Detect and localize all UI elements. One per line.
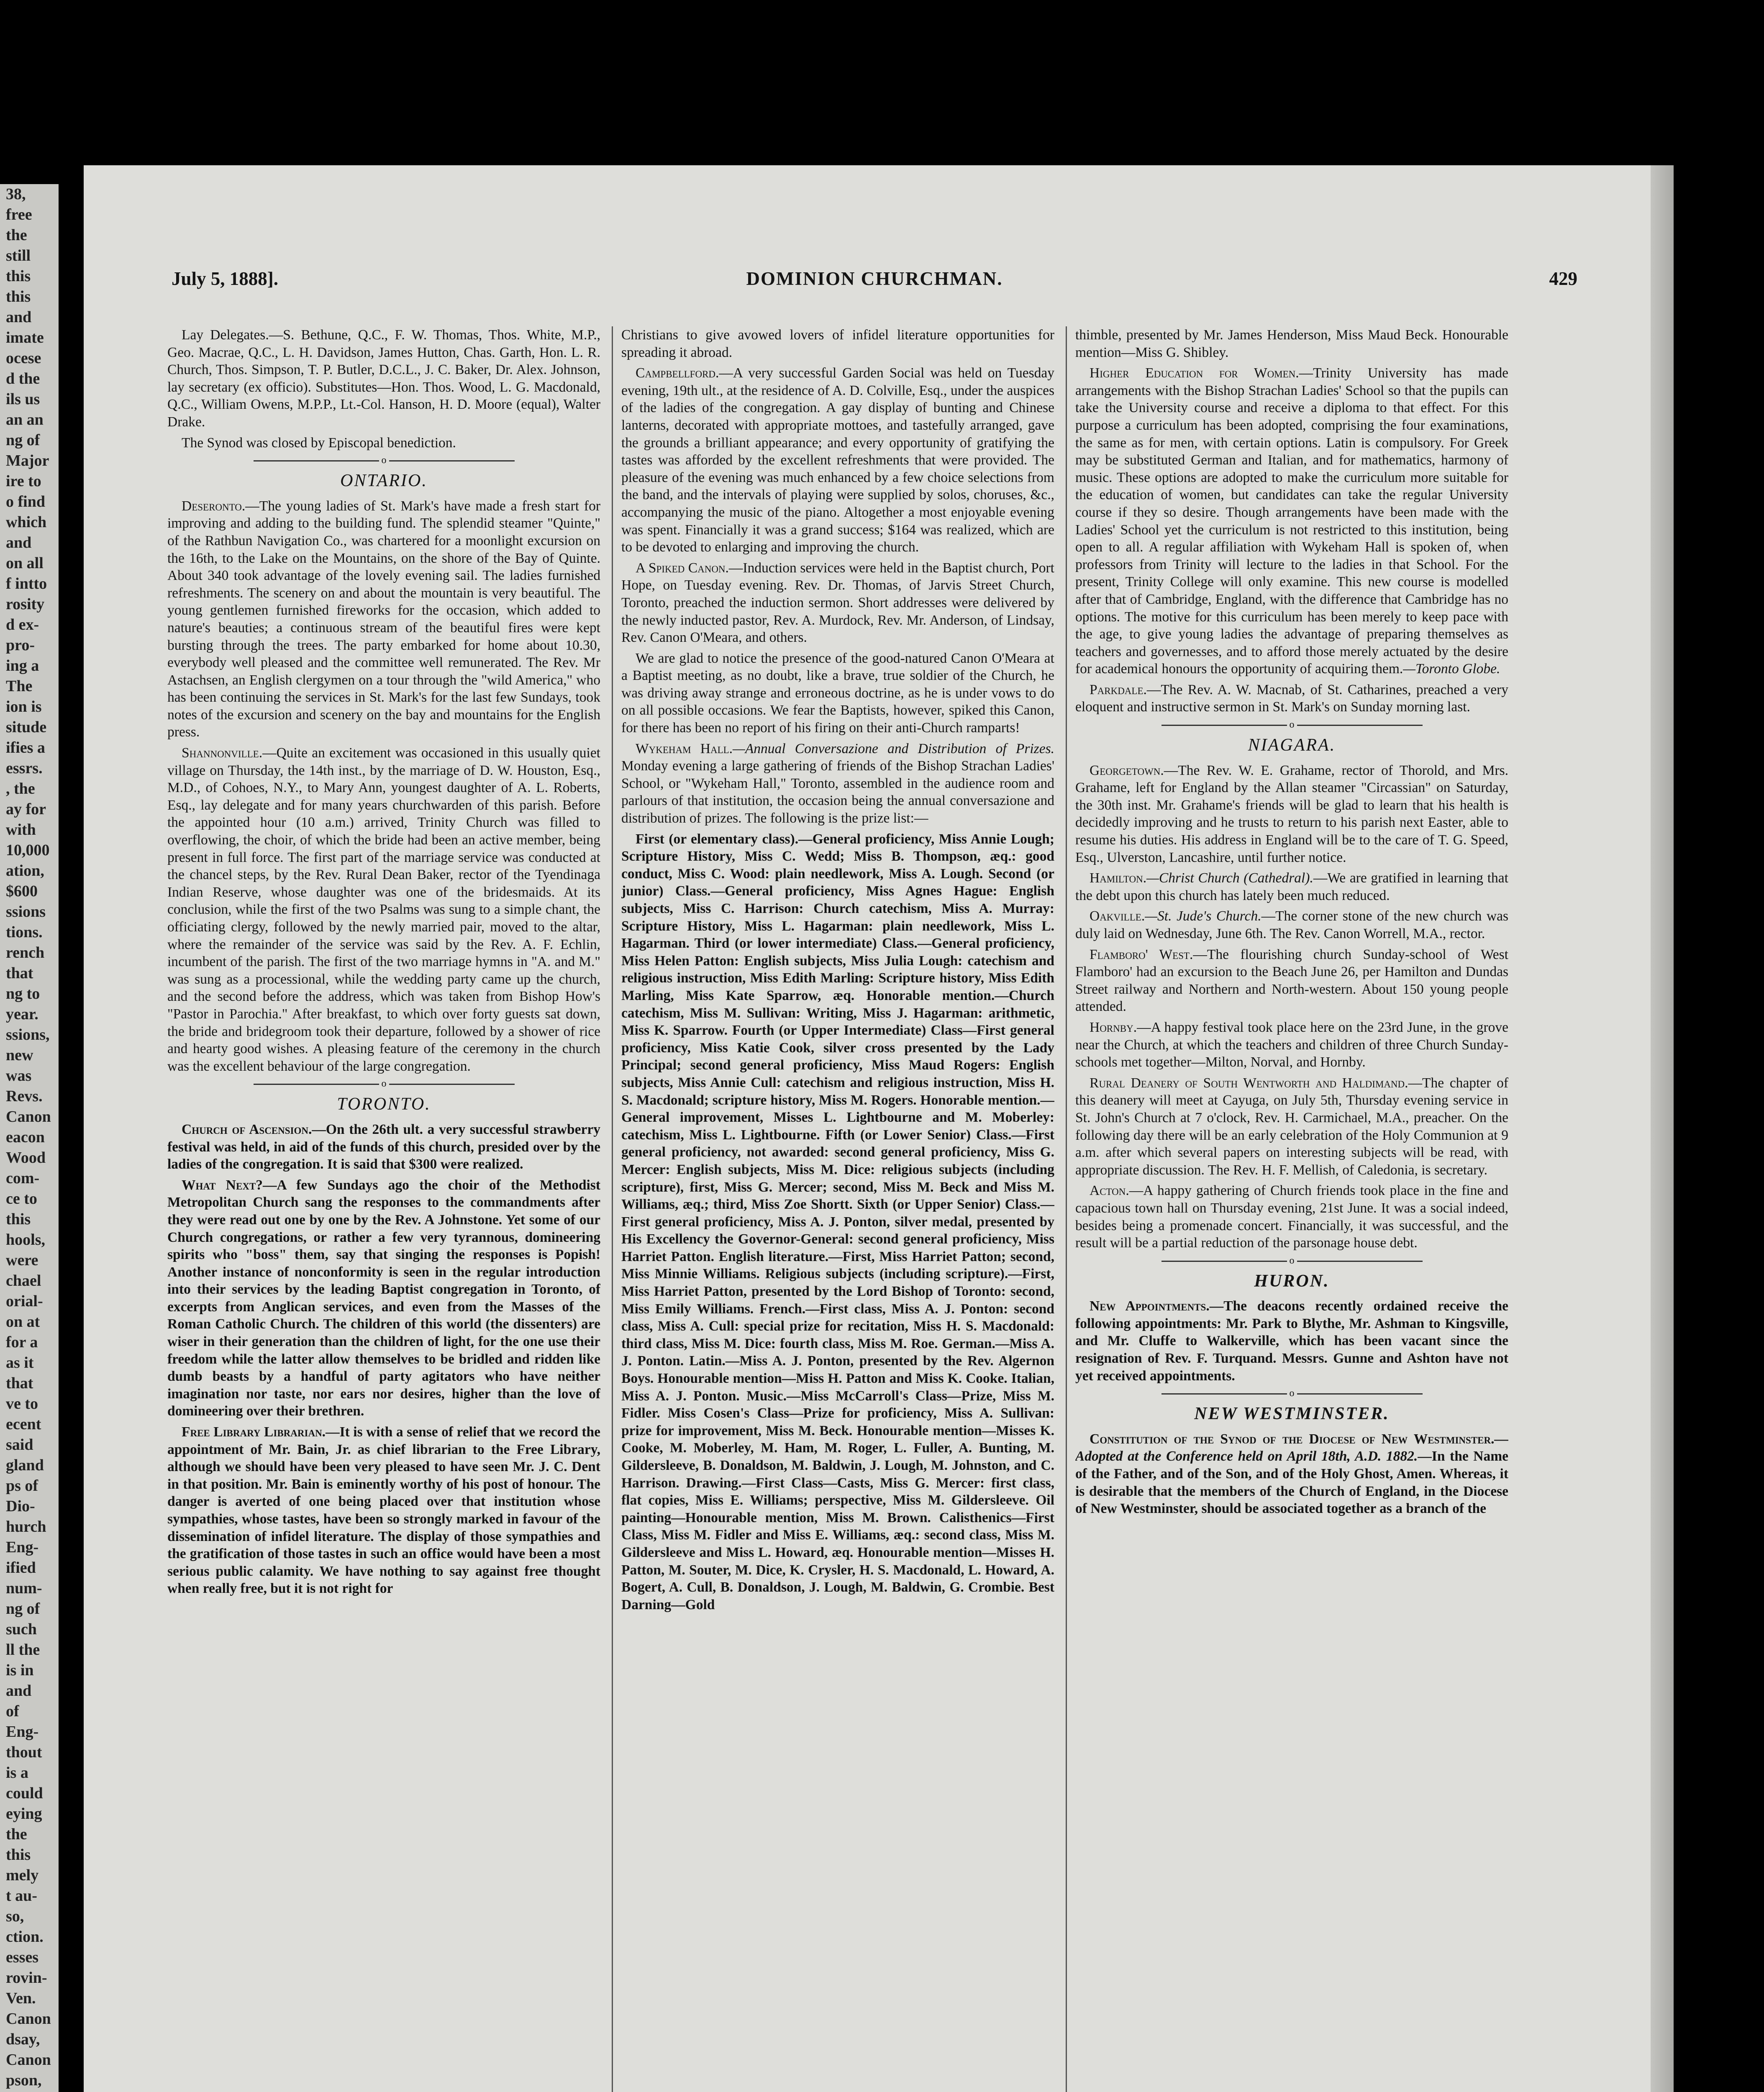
previous-page-edge [0,184,59,2092]
article-campbellford [621,364,1054,556]
article-flamboro [1075,946,1508,1015]
article-higher-education [1075,364,1508,678]
previous-page-fragment: eying [6,1805,42,1823]
previous-page-fragment: still [6,247,31,264]
previous-page-fragment: was [6,1067,32,1084]
article-lead: Shannonville. [182,745,263,761]
previous-page-fragment: this [6,267,31,285]
article-lead: Rural Deanery of South Wentworth and Haldimand. [1090,1075,1408,1091]
previous-page-fragment: Wood [6,1149,46,1166]
article-what-next [167,1177,600,1420]
previous-page-fragment: hurch [6,1518,46,1536]
previous-page-fragment: com- [6,1169,40,1187]
section-divider: o [167,1078,600,1089]
previous-page-fragment: said [6,1436,33,1454]
previous-page-fragment: tions. [6,923,43,941]
page-number: 429 [1549,268,1577,289]
article-source: —Toronto Globe. [1403,661,1500,677]
article-lead: Deseronto. [182,498,246,514]
article-georgetown [1075,762,1508,867]
previous-page-fragment: gland [6,1456,44,1474]
previous-page-fragment: ay for [6,800,46,818]
previous-page-fragment: ction. [6,1928,44,1946]
article-body: —The Rev. A. W. Macnab, of St. Catharines, preached a very eloquent and instructive sermon in St. Mark's on Sunday morning last. [1075,682,1508,715]
previous-page-fragment: , the [6,780,35,797]
previous-page-fragment: esses [6,1948,39,1966]
article-body: —The chapter of this deanery will meet at Cayuga, on July 5th, Thursday evening service in St. John's Church at 7 o'clock, Rev. H. Carmichael, M.A., preacher. On the following day there will be an early celebration of the Holy Communion at 9 a.m. after which several papers on interesting subjects will be read, with appropriate discussion. The Rev. H. F. Mellish, of Caledonia, is secretary. [1075,1075,1508,1178]
previous-page-fragment: rench [6,944,45,961]
article-subtitle: —Adopted at the Conference held on April 18th, A.D. 1882. [1075,1431,1508,1464]
previous-page-fragment: ion is [6,698,42,715]
article-hamilton [1075,869,1508,904]
previous-page-fragment: num- [6,1579,42,1597]
previous-page-fragment: free [6,206,32,223]
article-new-appointments [1075,1297,1508,1384]
page-header [172,268,1577,297]
previous-page-fragment: such [6,1620,37,1638]
article-body: —A happy gathering of Church friends took place in the fine and capacious town hall on Thursday evening, 21st June. It was a social indeed, besides being a promenade concert. Financially, it was successful, and the result will be a partial reduction of the parsonage house debt. [1075,1183,1508,1251]
previous-page-fragment: Dio- [6,1497,35,1515]
previous-page-fragment: an an [6,411,44,428]
previous-page-fragment: thout [6,1743,42,1761]
previous-page-fragment: which [6,513,47,531]
article-body: —The corner stone of the new church was duly laid on Wednesday, June 6th. The Rev. Canon Worrell, M.A., rector. [1075,908,1508,941]
article-spiked-canon [621,559,1054,646]
masthead: DOMINION CHURCHMAN. [746,268,1003,289]
article-lead: Campbellford. [636,365,719,381]
article-lead: Hornby. [1090,1019,1137,1035]
synod-closing: The Synod was closed by Episcopal benediction. [182,435,456,451]
article-body: —A happy festival took place here on the 23rd June, in the grove near the Church, at which the teachers and children of three Church Sunday-schools met together—Milton, Norval, and Hornby. [1075,1019,1508,1070]
article-deseronto [167,497,600,741]
previous-page-fragment: ils us [6,390,40,408]
previous-page-fragment: 10,000 [6,841,50,859]
previous-page-fragments [0,184,59,2092]
page-spine-shadow [1651,165,1674,2092]
heading-new-westminster: NEW WESTMINSTER. [1194,1404,1390,1424]
article-body: —In the Name of the Father, and of the Son, and of the Holy Ghost, Amen. Whereas, it is desirable that the members of the Church of England, in the Diocese of New Westminster, should be associated together as a branch of the [1075,1449,1508,1517]
article-lead: Parkdale. [1090,682,1147,697]
article-free-library [167,1423,600,1597]
previous-page-fragment: situde [6,718,47,736]
article-hornby [1075,1019,1508,1071]
article-body: —We are gratified in learning that the debt upon this church has lately been much reduced. [1075,870,1508,903]
article-lead: A Spiked Canon. [636,560,729,576]
previous-page-fragment: Ven. [6,1989,36,2007]
article-body: —A very successful Garden Social was held on Tuesday evening, 19th ult., at the residence of A. D. Colville, Esq., under the auspices of the ladies of the congregation. A gay display of bunting and Chinese lanterns, decorated with appropriate mottoes, and tastefully arranged, gave the grounds a brilliant appearance; and every opportunity of gratifying the tastes was afforded by the excellent refreshments that were provided. The pleasure of the evening was much enhanced by a few choice selections from the band, and the intervals of playing were supplied by solos, choruses, &c., accompanying the music of the piano. Altogether a most enjoyable evening was spent. Financially it was a grand success; $164 was realized, which are to be devoted to enlarging and improving the church. [621,365,1054,555]
previous-page-fragment: rovin- [6,1969,47,1987]
previous-page-fragment: year. [6,1005,38,1023]
previous-page-fragment: could [6,1784,43,1802]
previous-page-fragment: Eng- [6,1538,39,1556]
previous-page-fragment: ve to [6,1395,38,1413]
previous-page-fragment: on at [6,1313,40,1331]
previous-page-fragment: The [6,677,33,695]
previous-page-fragment: chael [6,1272,41,1290]
column-rule [612,326,613,2092]
issue-date: July 5, 1888]. [172,268,279,289]
previous-page-fragment: rosity [6,595,45,613]
previous-page-fragment: pro- [6,636,35,654]
article-ascension [167,1121,600,1173]
article-lead: Constitution of the Synod of the Diocese of New Westminster. [1090,1431,1495,1447]
previous-page-fragment: Canon [6,2010,51,2028]
previous-page-fragment: dsay, [6,2030,40,2048]
article-lead: Acton. [1090,1183,1129,1199]
previous-page-fragment: so, [6,1907,24,1925]
previous-page-fragment: 38, [6,185,26,203]
previous-page-fragment: hools, [6,1231,45,1249]
article-spiked-canon-2: We are glad to notice the presence of the good-natured Canon O'Meara at a Baptist meeting, as no doubt, like a brave, true soldier of the Church, he was driving away strange and erroneous doctrine, as he is under vows to do on all possible occasions. We fear the Baptists, however, spiked this Canon, for there has been no report of his firing on their anti-Church ramparts! [621,650,1054,736]
article-body: —A few Sundays ago the choir of the Methodist Metropolitan Church sang the responses to the commandments after they were read out one by one by the Rev. A Johnstone. Yet some of our Church congregations, or rather a few very tyrannous, domineering spirits who "boss" them, say that singing the responses is Popish! Another instance of nonconformity is seen in the regular introduction into their services by the leading Baptist congregation in Toronto, of excerpts from Anglican services, and even from the Masses of the Roman Catholic Church. The children of this world (the dissenters) are wiser in their generation than the children of light, for the one use their freedom while the latter allow themselves to be bridled and ridden like dumb beasts by a handful of party agitators who have neither imagination nor taste, nor ears nor desires, higher than the love of domineering over their brethren. [167,1177,600,1419]
previous-page-fragment: ng of [6,1600,40,1618]
section-divider: o [1075,719,1508,730]
article-parkdale [1075,681,1508,716]
previous-page-fragment: ocese [6,349,41,367]
article-body: —The deacons recently ordained receive the following appointments: Mr. Park to Blythe, Mr. Ashman to Kingsville, and Mr. Cluffe to Walkerville, which has been vacant since the resignation of Rev. F. Turquand. Messrs. Gunne and Ashton have not yet received appointments. [1075,1298,1508,1384]
previous-page-fragment: is a [6,1764,28,1782]
previous-page-fragment: Revs. [6,1087,43,1105]
previous-page-fragment: of [6,1702,19,1720]
previous-page-fragment: mely [6,1866,39,1884]
previous-page-fragment: eacon [6,1128,45,1146]
previous-page-fragment: pson, [6,2071,42,2089]
previous-page-fragment: ssions [6,903,46,920]
previous-page-fragment: the [6,226,27,244]
previous-page-fragment: orial- [6,1292,43,1310]
previous-page-fragment: ire to [6,472,41,490]
previous-page-fragment: ified [6,1559,36,1577]
article-subtitle: —Annual Conversazione and Distribution of Prizes. [733,741,1054,756]
previous-page-fragment: ssions, [6,1026,50,1043]
article-lead: Oakville. [1090,908,1145,924]
article-body: —Induction services were held in the Baptist church, Port Hope, on Tuesday evening. Rev. Dr. Thomas, of Jarvis Street Church, Toronto, preached the induction sermon. Short addresses were delivered by the newly inducted pastor, Rev. A. Murdock, Rev. Mr. Anderson, of Lindsay, Rev. Canon O'Meara, and others. [621,560,1054,646]
previous-page-fragment: and [6,308,32,326]
article-body: —The Rev. W. E. Grahame, rector of Thorold, and Mrs. Grahame, left for England by the Allan steamer "Circassian" on Saturday, the 30th inst. Mr. Grahame's friends will be glad to learn that his health is decidedly improving and he trusts to return to his parish next Easter, able to resume his duties. His address in England will be to the care of T. G. Speed, Esq., Ulverston, Lancashire, until further notice. [1075,762,1508,865]
article-lead: What Next? [182,1177,263,1193]
previous-page-fragment: new [6,1046,33,1064]
previous-page-fragment: essrs. [6,759,43,777]
previous-page-fragment: as it [6,1354,34,1372]
previous-page-fragment: on all [6,554,44,572]
previous-page-fragment: and [6,534,32,551]
previous-page-fragment: ce to [6,1190,37,1208]
previous-page-fragment: this [6,1210,31,1228]
column-3 [1075,326,1508,2092]
previous-page-fragment: d ex- [6,616,39,633]
column-2 [621,326,1054,2092]
heading-ontario: ONTARIO. [340,471,428,491]
continued-paragraph: Christians to give avowed lovers of infidel literature opportunities for spreading it abroad. [621,327,1054,360]
previous-page-fragment: Canon [6,1108,51,1125]
previous-page-fragment: that [6,964,33,982]
previous-page-fragment: f intto [6,575,47,592]
article-constitution [1075,1431,1508,1518]
previous-page-fragment: t au- [6,1887,37,1905]
article-oakville [1075,908,1508,942]
previous-page-fragment: that [6,1374,33,1392]
heading-toronto: TORONTO. [337,1095,431,1114]
previous-page-fragment: were [6,1251,38,1269]
article-lead: New Appointments. [1090,1298,1210,1314]
previous-page-fragment: ng to [6,985,40,1002]
article-subtitle: —Christ Church (Cathedral). [1146,870,1313,886]
article-rural-deanery [1075,1074,1508,1179]
previous-page-fragment: ing a [6,657,39,674]
article-lead: Wykeham Hall. [636,741,733,756]
continued-paragraph: thimble, presented by Mr. James Henderson, Miss Maud Beck. Honourable mention—Miss G. Shibley. [1075,327,1508,360]
article-lead: Free Library Librarian. [182,1424,326,1440]
article-body: —Trinity University has made arrangements with the Bishop Strachan Ladies' School so that the pupils can take the University course and receive a diploma to that effect. For this purpose a curriculum has been adopted, comprising the four examinations, the same as for men, with certain options. Latin is compulsory. For Greek may be substituted German and Italian, and for mathematics, harmony of music. These options are adopted to make the curriculum more suitable for the education of women, but candidates can take the regular University course if they so desire. Though arrangements have been made with the Ladies' School yet the curriculum is not restricted to this institution, being open to all. A regular affiliation with Wykeham Hall is spoken of, when professors from Trinity will lecture to the ladies in that School. For the present, Trinity College will only examine. This new course is modelled after that of Cambridge, England, with the difference that Cambridge has no options. The motive for this curriculum has been merely to keep pace with the age, to give young ladies the advantage of preparing themselves as teachers and governesses, and to afford those merely actuated by the desire for academical honours the opportunity of acquiring them. [1075,365,1508,677]
article-lead: Church of Ascension. [182,1121,312,1137]
previous-page-fragment: and [6,1682,32,1700]
section-divider: o [1075,1255,1508,1266]
previous-page-fragment: o find [6,493,45,510]
section-divider: o [167,455,600,466]
previous-page-fragment: the [6,1825,27,1843]
article-lead: Higher Education for Women. [1090,365,1299,381]
previous-page-fragment: for a [6,1333,38,1351]
previous-page-fragment: ng of [6,431,40,449]
previous-page-fragment: d the [6,370,40,387]
article-body: Monday evening a large gathering of friends of the Bishop Strachan Ladies' School, or "Wykeham Hall," Toronto, assembled in the audience room and parlours of that institution, the occasion being the annual conversazione and distribution of prizes. The following is the prize list:— [621,758,1054,826]
previous-page-fragment: ll the [6,1641,40,1659]
previous-page-fragment: ps of [6,1477,38,1495]
section-divider: o [1075,1388,1508,1399]
previous-page-fragment: is in [6,1661,34,1679]
article-body: —The young ladies of St. Mark's have made a fresh start for improving and adding to the building fund. The splendid steamer "Quinte," of the Rathbun Navigation Co., was chartered for a moonlight excursion on the 16th, to the Lake on the Mountains, on the shore of the Bay of Quinte. About 340 took advantage of the lovely evening sail. The ladies furnished refreshments. The scenery on and about the mountain is very beautiful. The young gentlemen furnished fireworks for the occasion, which added to nature's beauties; a continuous stream of the beautiful fires were kept bursting through the trees. The party embarked for home about 10.30, everybody well pleased and the committee well remunerated. The Rev. Mr Astachsen, an English clergymen on a tour through the "wild America," who has been continuing the services in St. Mark's for the last few Sundays, took notes of the excursion and scenery on the bay and mountains for the English press. [167,498,600,740]
previous-page-fragment: Canon [6,2051,51,2069]
previous-page-fragment: $600 [6,882,38,900]
heading-niagara: NIAGARA. [1248,736,1336,755]
article-lead: Flamboro' West. [1090,946,1193,962]
previous-page-fragment: Eng- [6,1723,39,1741]
heading-huron: HURON. [1254,1271,1330,1291]
column-rule [1066,326,1067,2092]
previous-page-fragment: ation, [6,862,44,879]
prize-list: First (or elementary class).—General proficiency, Miss Annie Lough; Scripture History, Miss C. Wedd; Miss B. Thompson, æq.: good conduct, Miss C. Wood: plain needlework, Miss A. Lough. Second (or junior) Class.—General proficiency, Miss Agnes Hague: English subjects, Miss C. Harrison: Church catechism, Miss A. Murray: Scripture History, Miss L. Hagarman: plain needlework, Miss L. Hagarman. Third (or lower intermediate) Class.—General proficiency, Miss Helen Patton: English subjects, Miss Julia Lough: catechism and religious instruction, Miss Edith Marling: Scripture history, Miss Edith Marling, Miss Kate Sparrow, æq. Honorable mention.—Church catechism, Miss M. Sullivan: Writing, Miss J. Hagarman: arithmetic, Miss K. Sparrow. Fourth (or Upper Intermediate) Class—First general proficiency, Miss Katie Cook, silver cross presented by the Lady Principal; second general proficiency, Miss Maud Rogers: English subjects, Miss Annie Cull: catechism and religious instruction, Miss H. S. Macdonald; scripture history, Miss M. Rogers. Honorable mention.—General improvement, Misses L. Lightbourne and M. Moberley: catechism, Miss L. Lightbourne. Fifth (or Lower Senior) Class.—First general proficiency, not awarded: second general proficiency, Miss G. Mercer: English subjects, Miss M. Dice: religious subjects (including scripture), first, Miss G. Mercer; second, Miss M. Beck and Miss M. Williams, æq.; third, Miss Zoe Shortt. Sixth (or Upper Senior) Class.—First general proficiency, Miss A. J. Ponton, silver medal, presented by His Excellency the Governor-General: second general proficiency, Miss Harriet Patton. English literature.—First, Miss Harriet Patton; second, Miss Minnie Williams. Religious subjects (including scripture).—First, Miss Harriet Patton, presented by the Lord Bishop of Toronto: second, Miss Emily Williams. French.—First class, Miss A. J. Ponton: second class, Miss A. Cull: special prize for recitation, Miss H. S. Macdonald: third class, Miss M. Dice: fourth class, Miss M. Roe. German.—Miss A. J. Ponton. Latin.—Miss A. J. Ponton, presented by the Rev. Algernon Boys. Honourable mention—Miss H. Patton and Miss K. Cooke. Italian, Miss A. J. Ponton. Music.—Miss McCarroll's Class—Prize, Miss M. Fidler. Miss Cosen's Class—Prize for proficiency, Miss A. Sullivan: prize for improvement, Miss M. Beck. Honourable mention—Misses K. Cooke, M. Moberley, M. Ham, M. Roger, L. Fuller, A. Bunting, M. Gildersleeve, B. Donaldson, M. Baldwin, J. Lough, M. Johnston, and C. Harrison. Drawing.—First Class—Casts, Miss G. Mercer: first class, flat copies, Miss E. Williams; perspective, Miss M. Gildersleeve. Oil painting—Honourable mention, Miss M. Brown. Calisthenics—First Class, Miss M. Fidler and Miss E. Williams, æq.: second class, Miss M. Gildersleeve and Miss L. Howard, æq. Honourable mention—Misses H. Patton, M. Souter, M. Dice, K. Crysler, H. S. Macdonald, L. Howard, A. Bogert, A. Cull, B. Donaldson, J. Lough, M. Baldwin, G. Crombie. Best Darning—Gold [621,831,1054,1613]
previous-page-fragment: this [6,288,31,305]
previous-page-fragment: ecent [6,1415,41,1433]
previous-page-fragment: imate [6,329,44,346]
article-acton [1075,1182,1508,1251]
article-body: —Quite an excitement was occasioned in this usually quiet village on Thursday, the 14th inst., by the marriage of D. W. Houston, Esq., M.D., of Cohoes, N.Y., to Mary Ann, youngest daughter of A. L. Roberts, Esq., lay delegate and for many years churchwarden of this parish. Before the appointed hour (10 a.m.) arrived, Trinity Church was filled to overflowing, the choir, of which the bride had been an active member, being present in full force. The first part of the marriage service was conducted at the chancel steps, by the Rev. Rural Dean Baker, rector of the Tyendinaga Indian Reserve, whose daughter was one of the bridesmaids. At its conclusion, while the first of the two Psalms was sung to a simple chant, the officiating clergy, followed by the newly married pair, moved to the altar, where the remainder of the service was said by the Rev. A. F. Echlin, incumbent of the parish. The first of the two marriage hymns in "A. and M." was sung as a processional, while the wedding party came up the church, and the second before the address, which was taken from Bishop How's "Pastor in Parochia." After breakfast, to which over forty guests sat down, the bride and bridegroom took their departure, followed by a shower of rice and hearty good wishes. A pleasing feature of the ceremony in the church was the excellent behaviour of the large congregation. [167,745,600,1074]
article-lead: Hamilton. [1090,870,1147,886]
previous-page-fragment: Major [6,452,49,469]
article-shannonville [167,744,600,1075]
article-body: —On the 26th ult. a very successful strawberry festival was held, in aid of the funds of this church, presided over by the ladies of the congregation. It is said that $300 were realized. [167,1121,600,1172]
previous-page-fragment: ifies a [6,739,45,756]
newspaper-page [84,165,1674,2092]
lay-delegates-paragraph: Lay Delegates.—S. Bethune, Q.C., F. W. Thomas, Thos. White, M.P., Geo. Macrae, Q.C., L. H. Davidson, James Hutton, Chas. Garth, Hon. L. R. Church, Thos. Simpson, T. P. Butler, D.C.L., J. C. Baker, Dr. Alex. Johnson, lay secretary (ex officio). Substitutes—Hon. Thos. Wood, L. G. Macdonald, Q.C., William Owens, M.P.P., Lt.-Col. Hanson, H. D. Moore (equal), Walter Drake. [167,327,600,430]
article-subtitle: —St. Jude's Church. [1145,908,1261,924]
article-wykeham-hall [621,740,1054,827]
article-lead: Georgetown. [1090,762,1164,778]
previous-page-fragment: this [6,1846,31,1864]
article-body: —The flourishing church Sunday-school of West Flamboro' had an excursion to the Beach June 26, per Hamilton and Dundas Street railway and Northern and North-western. About 150 young people attended. [1075,946,1508,1015]
article-body: —It is with a sense of relief that we record the appointment of Mr. Bain, Jr. as chief librarian to the Free Library, although we should have been very pleased to have seen Mr. J. C. Dent in that position. Mr. Bain is eminently worthy of his post of honour. The danger is averted of one being placed over that institution whose sympathies, whose tastes, have been so strongly marked in favour of the dissemination of infidel literature. The display of those sympathies and the gratification of those tastes in such an office would have been a most serious public calamity. We have nothing to say against free thought when really free, but it is not right for [167,1424,600,1597]
previous-page-fragment: with [6,821,36,838]
column-1 [167,326,600,2092]
